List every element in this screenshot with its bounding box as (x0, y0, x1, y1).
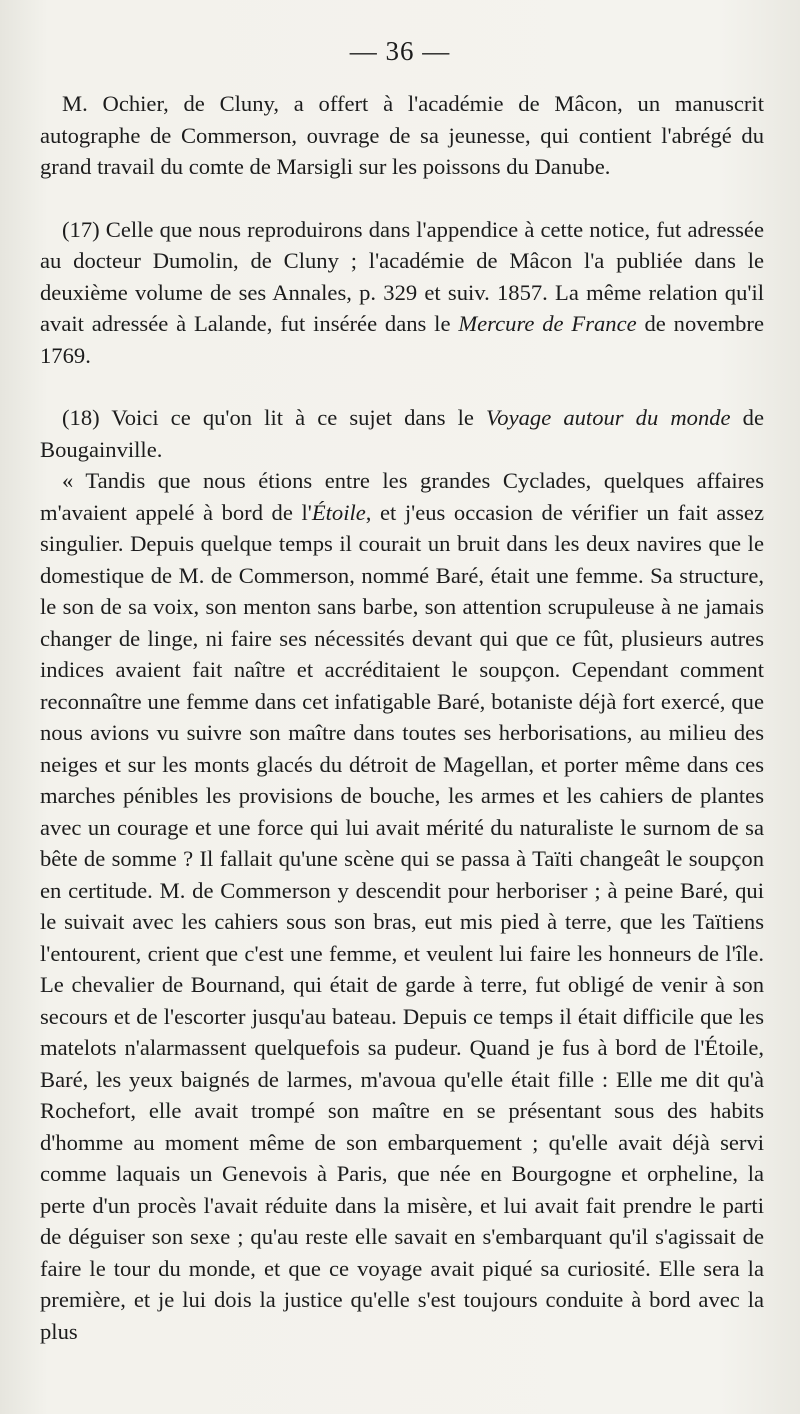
footnote-17-text: (17) Celle que nous reproduirons dans l'appendice à cette notice, fut adressée au docteur Dumolin, de Cluny ; l'académie de Mâcon l'a publiée dans le deuxième volume de ses Annales, p. 329 et suiv. 1857. La même relation qu'il avait adressée à Lalande, fut insérée dans le (40, 216, 764, 336)
quote-text-rest: , et j'eus occasion de vérifier un fait assez singulier. Depuis quelque temps il courait un bruit dans les deux navires que le domestique de M. de Commerson, nommé Baré, était une femme. Sa structure, le son de sa voix, son menton sans barbe, son attention scrupuleuse à ne jamais changer de linge, ni faire ses nécessités devant qui que ce fût, plusieurs autres indices avaient fait naître et accréditaient le soupçon. Cependant comment reconnaître une femme dans cet infatigable Baré, botaniste déjà fort exercé, que nous avions vu suivre son maître dans toutes ses herborisations, au milieu des neiges et sur les monts glacés du détroit de Magellan, et porter même dans ces marches pénibles les provisions de bouche, les armes et les cahiers de plantes avec un courage et une force qui lui avait mérité du naturaliste le surnom de sa bête de somme ? Il fallait qu'une scène qui se passa à Taïti changeât le soupçon en certitude. M. de Commerson y descendit pour herboriser ; à peine Baré, qui le suivait avec les cahiers sous son bras, eut mis pied à terre, que les Taïtiens l'entourent, crient que c'est une femme, et veulent lui faire les honneurs de l'île. Le chevalier de Bournand, qui était de garde à terre, fut obligé de venir à son secours et de l'escorter jusqu'au bateau. Depuis ce temps il était difficile que les matelots n'alarmassent quelquefois sa pudeur. Quand je fus à bord de l'Étoile, Baré, les yeux baignés de larmes, m'avoua qu'elle était fille : Elle me dit qu'à Rochefort, elle avait trompé son maître en se présentant sous des habits d'homme au moment même de son embarquement ; qu'elle avait déjà servi comme laquais un Genevois à Paris, que née en Bourgogne et orpheline, la perte d'un procès l'avait réduite dans la misère, et lui avait fait prendre le parti de déguiser son sexe ; qu'au reste elle savait en s'embarquant qu'il s'agissait de faire le tour du monde, et que ce voyage avait piqué sa curiosité. Elle sera la première, et je lui dois la justice qu'elle s'est toujours conduite à bord avec la plus (40, 499, 764, 1344)
mercure-de-france-title: Mercure de France (458, 311, 637, 336)
bougainville-quote (40, 465, 764, 1347)
voyage-title: Voyage autour du monde (486, 405, 731, 430)
quote-text-start: « Tandis que nous étions entre les grandes Cyclades, quelques affaires m'avaient appelé à bord de l' (40, 468, 764, 525)
footnote-17 (40, 214, 764, 372)
etoile-ship-name: Étoile (311, 499, 366, 525)
footnote-18 (40, 402, 764, 465)
footnote-17-tail: de novembre 1769. (40, 311, 764, 368)
page-body (40, 88, 764, 1347)
page-number: — 36 — (349, 36, 451, 66)
paragraph-ochier: M. Ochier, de Cluny, a offert à l'académie de Mâcon, un manuscrit autographe de Commerson, ouvrage de sa jeunesse, qui contient l'abrégé du grand travail du comte de Marsigli sur les poissons du Danube. (40, 91, 764, 179)
footnote-18-tail: de Bougainville. (40, 405, 765, 462)
footnote-18-text: (18) Voici ce qu'on lit à ce sujet dans le (62, 405, 486, 430)
